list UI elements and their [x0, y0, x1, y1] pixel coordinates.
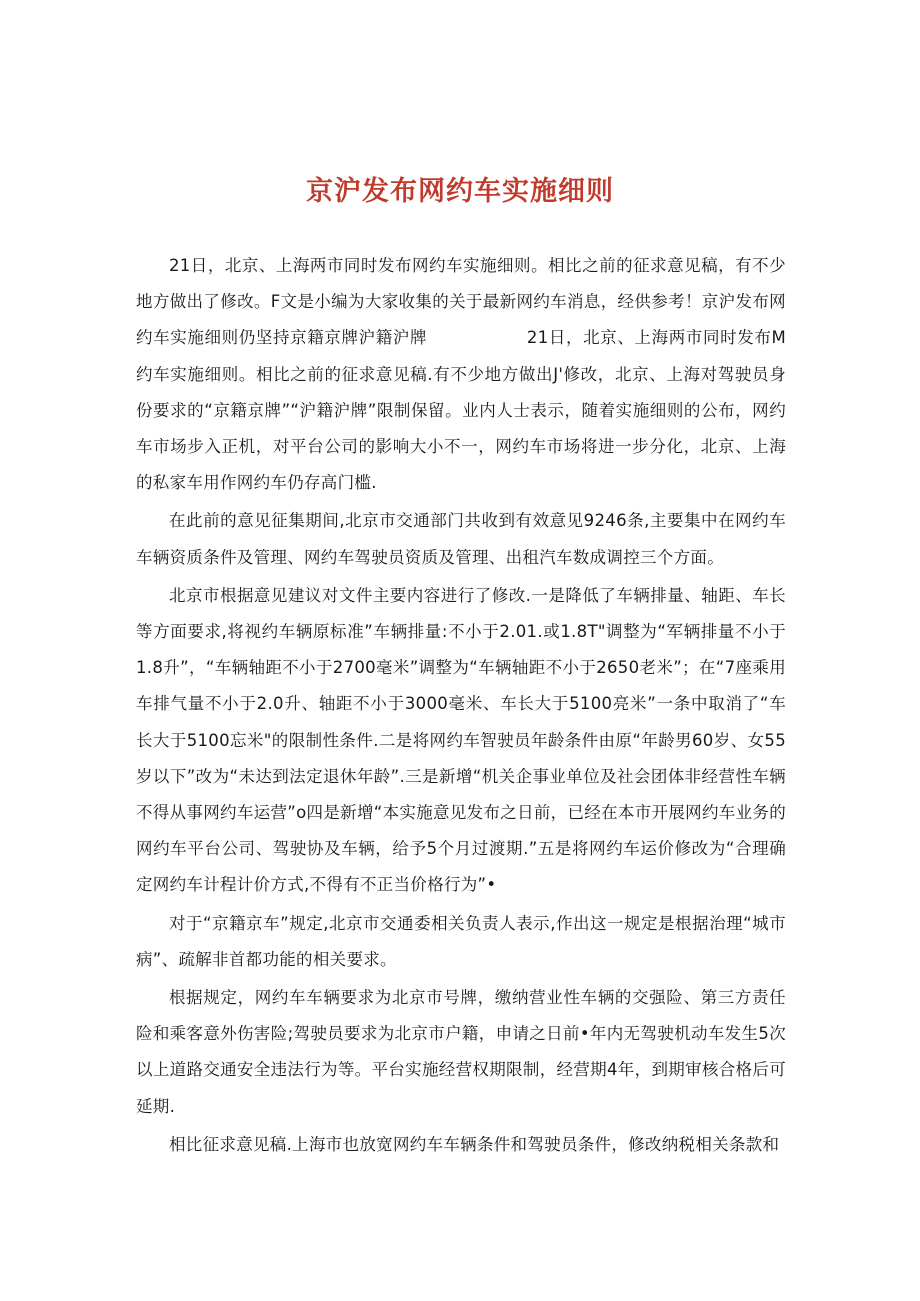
paragraph-requirements: 根据规定，网约车车辆要求为北京市号牌，缴纳营业性车辆的交强险、第三方责任险和乘客意外伤害险;驾驶员要求为北京市户籍，申请之日前•年内无驾驶机动车发生5次以上道路交通安全违法行为等。平台实施经营权期限制，经营期4年，到期审核合格后可延期. — [136, 988, 786, 1116]
paragraph-intro: 21日，北京、上海两市同时发布网约车实施细则。相比之前的征求意见稿，有不少地方做出了修改。F文是小编为大家收集的关于最新网约车消息，经供参考！京沪发布网约车实施细则仍坚持京籍京牌沪籍沪牌 21日，北京、上海两市同时发布M约车实施细则。相比之前的征求意见稿.有不少地方做出J'修改，北京、上海对驾驶员身份要求的“京籍京牌”“沪籍沪牌”限制保留。业内人士表示，随着实施细则的公布，网约车市场步入正机，对平台公司的影响大小不一，网约车市场将进一步分化，北京、上海的私家车用作网约车仍存高门槛. — [136, 256, 786, 493]
paragraph-revisions: 北京市根据意见建议对文件主要内容进行了修改.一是降低了车辆排量、轴距、车长等方面要求,将视约车辆原标准”车辆排量:不小于2.01.或1.8T"调整为“军辆排量不小于1.8升”，“车辆轴距不小于2700毫米”调整为“车辆轴距不小于2650老米”；在“7座乘用车排气量不小于2.0升、轴距不小于3000毫米、车长大于5100亮米”一条中取消了“车长大于5100忘米"的限制性条件.二是将网约车智驶员年龄条件由原“年龄男60岁、女55岁以下”改为“未达到法定退休年龄”.三是新增“机关企事业单位及社会团体非经营性车辆不得从事网约车运营”o四是新增“本实施意见发布之日前，已经在本市开展网约车业务的网约车平台公司、驾驶协及车辆，给予5个月过渡期.”五是将网约车运价修改为“合理确定网约车计程计价方式,不得有不正当价格行为”• — [136, 585, 786, 895]
paragraph-opinions: 在此前的意见征集期间,北京市交通部门共收到有效意见9246条,主要集中在网约车车辆资质条件及管理、网约车驾驶员资质及管理、出租汽车数成调控三个方面。 — [136, 511, 786, 567]
document-body — [136, 248, 786, 1165]
document-title: 京沪发布网约车实施细则 — [306, 176, 614, 207]
paragraph-shanghai: 相比征求意见稿.上海市也放宽网约车车辆条件和驾驶员条件，修改纳税相关条款和 — [169, 1134, 780, 1154]
paragraph-beijing-rule: 对于“京籍京车”规定,北京市交通委相关负责人表示,作出这一规定是根据治理“城市病”、疏解非首都功能的相关要求。 — [136, 913, 786, 969]
